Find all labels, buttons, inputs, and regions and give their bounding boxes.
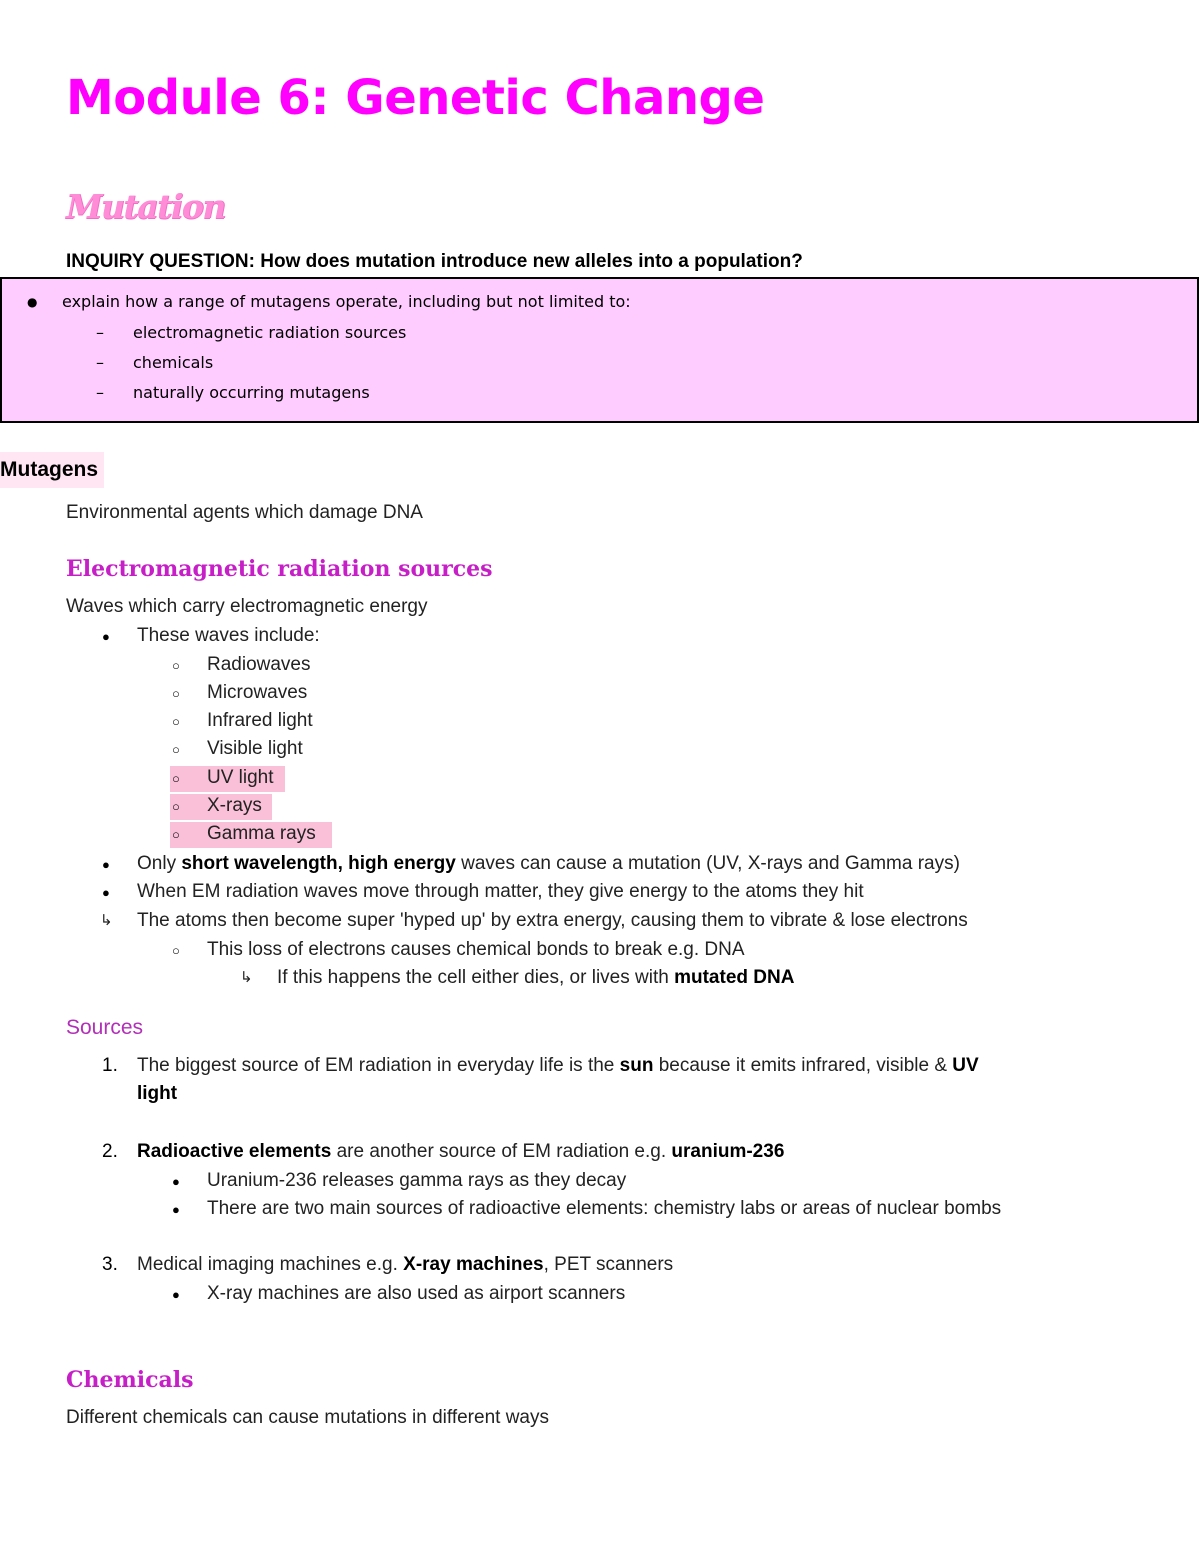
circle-marker: ○ [172,658,180,673]
circle-marker: ○ [172,943,180,958]
circle-marker: ○ [172,771,180,786]
waves-intro: These waves include: [137,625,320,646]
em-energy-transfer: When EM radiation waves move through matter, they give energy to the atoms they hit [137,881,864,902]
chemicals-text: Different chemicals can cause mutations in different ways [66,1407,549,1428]
wave-item: UV light [207,767,274,788]
outcome-item: naturally occurring mutagens [133,383,370,402]
circle-marker: ○ [172,742,180,757]
circle-marker: ○ [172,686,180,701]
bullet-marker: ● [172,1174,180,1189]
bullet-marker: ● [27,295,38,309]
list-number: 2. [102,1141,118,1162]
atoms-hyped: The atoms then become super 'hyped up' by extra energy, causing them to vibrate & lose electrons [137,910,968,931]
source-radioactive: Radioactive elements are another source of EM radiation e.g. uranium-236 [137,1141,785,1162]
wave-item: Gamma rays [207,823,316,844]
sources-heading: Sources [66,1016,144,1039]
dash-marker: – [96,323,104,342]
only-short-wavelength: Only short wavelength, high energy waves can cause a mutation (UV, X-rays and Gamma rays) [137,853,960,874]
bullet-marker: ● [172,1202,180,1217]
uranium-decay: Uranium-236 releases gamma rays as they decay [207,1170,627,1191]
arrow-marker: ↳ [240,969,253,986]
wave-item: Microwaves [207,682,308,703]
wave-item: Radiowaves [207,654,311,675]
list-number: 3. [102,1254,118,1275]
electron-loss: This loss of electrons causes chemical bonds to break e.g. DNA [207,939,745,960]
page-title: Module 6: Genetic Change [66,70,765,126]
list-number: 1. [102,1055,118,1076]
inquiry-question: INQUIRY QUESTION: How does mutation introduce new alleles into a population? [66,251,803,272]
mutagens-heading: Mutagens [0,452,104,488]
bullet-marker: ● [102,629,110,644]
mutated-dna: If this happens the cell either dies, or lives with mutated DNA [277,967,795,988]
wave-item: Visible light [207,738,303,759]
arrow-marker: ↳ [100,912,113,929]
wave-item: Infrared light [207,710,313,731]
outcome-item: electromagnetic radiation sources [133,323,407,342]
outcome-main: explain how a range of mutagens operate, including but not limited to: [62,292,631,311]
bullet-marker: ● [102,885,110,900]
circle-marker: ○ [172,714,180,729]
bullet-marker: ● [172,1287,180,1302]
source-sun: The biggest source of EM radiation in everyday life is the sun because it emits infrared, visible & UV [137,1055,979,1076]
source-medical: Medical imaging machines e.g. X-ray machines, PET scanners [137,1254,674,1275]
em-heading: Electromagnetic radiation sources [66,556,493,582]
wave-item: X-rays [207,795,262,816]
circle-marker: ○ [172,827,180,842]
mutagens-definition: Environmental agents which damage DNA [66,502,423,523]
dash-marker: – [96,353,104,372]
radioactive-sources: There are two main sources of radioactive elements: chemistry labs or areas of nuclear bombs [207,1198,1002,1219]
bullet-marker: ● [102,857,110,872]
em-intro: Waves which carry electromagnetic energy [66,596,428,617]
source-sun-cont: light [137,1083,178,1104]
dash-marker: – [96,383,104,402]
circle-marker: ○ [172,799,180,814]
chemicals-heading: Chemicals [66,1367,194,1393]
outcome-item: chemicals [133,353,214,372]
section-title-mutation: Mutation [66,187,225,226]
xray-airport: X-ray machines are also used as airport scanners [207,1283,626,1304]
